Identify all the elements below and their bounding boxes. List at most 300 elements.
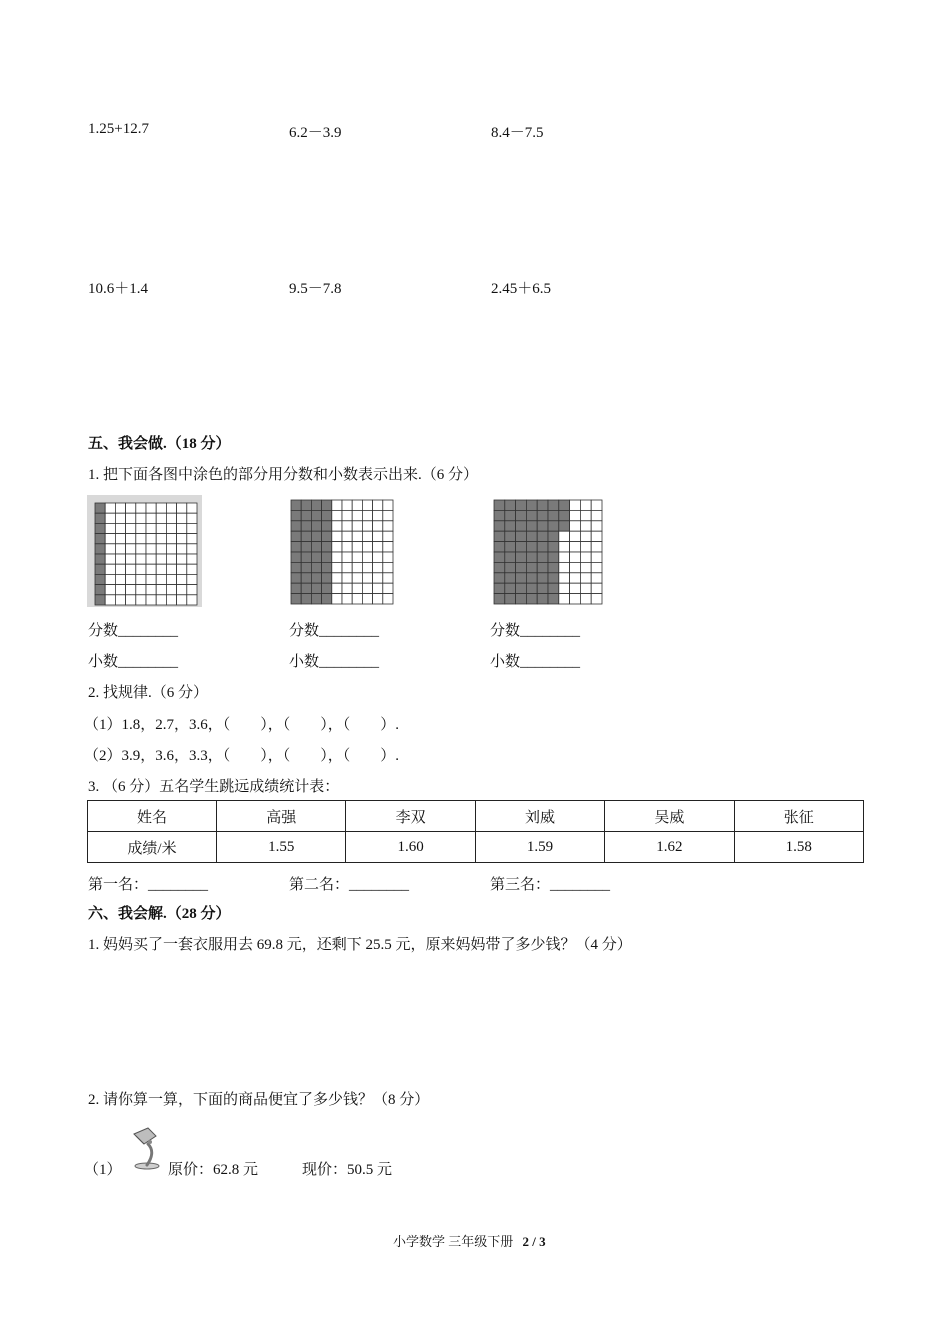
grid-cell [332,500,342,510]
grid-cell [362,542,372,552]
grid-cell [136,595,146,605]
decimal-blank-3: 小数________ [490,654,581,670]
grid-cell [187,564,197,574]
grid-cell [105,574,115,584]
grid-cell [383,583,393,593]
grid-cell-shaded [322,531,332,541]
section-5-q1: 1. 把下面各图中涂色的部分用分数和小数表示出来.（6 分） [88,467,479,483]
grid-cell-shaded [301,542,311,552]
grid-cell-shaded [505,521,516,531]
grid-cell [383,510,393,520]
grid-cell [126,564,136,574]
grid-cell [332,521,342,531]
table-cell: 张征 [734,801,863,832]
grid-cell-shaded [516,552,527,562]
grid-cell [146,534,156,544]
grid-cell [570,531,581,541]
table-cell: 姓名 [88,801,217,832]
grid-cell [570,583,581,593]
table-cell: 李双 [346,801,475,832]
grid-cell [105,513,115,523]
calc-2-3: 2.45＋6.5 [491,281,552,297]
grid-cell [126,534,136,544]
grid-cell [332,510,342,520]
grid-cell [177,585,187,595]
grid-cell [136,523,146,533]
grid-cell-shaded [548,562,559,572]
grid-cell-shaded [494,552,505,562]
grid-cell [373,521,383,531]
grid-cell-shaded [526,583,537,593]
grid-cell-shaded [291,500,301,510]
grid-cell [166,554,176,564]
grid-cell [352,521,362,531]
grid-cell-shaded [559,521,570,531]
grid-cell-shaded [516,500,527,510]
grid-cell-shaded [95,554,105,564]
grid-cell [136,544,146,554]
grid-cell-shaded [526,552,537,562]
grid-cell [352,594,362,604]
grid-cell [105,585,115,595]
grid-cell [115,523,125,533]
grid-cell-shaded [537,573,548,583]
calc-1-2: 6.2－3.9 [289,125,342,141]
grid-cell [187,554,197,564]
grid-cell [332,562,342,572]
grid-cell [362,573,372,583]
grid-cell-shaded [505,500,516,510]
grid-cell [115,544,125,554]
grid-cell-shaded [311,594,321,604]
section-6-q2: 2. 请你算一算，下面的商品便宜了多少钱？（8 分） [88,1092,430,1108]
grid-cell-shaded [494,521,505,531]
grid-cell-shaded [516,521,527,531]
grid-cell [156,574,166,584]
grid-cell [591,531,602,541]
section-6-title: 六、我会解.（28 分） [88,906,231,922]
table-cell: 高强 [217,801,346,832]
grid-cell-shaded [322,573,332,583]
grid-cell [570,594,581,604]
grid-cell [352,510,362,520]
rank-second: 第二名：________ [289,877,410,893]
grid-cell [136,513,146,523]
grid-cell-shaded [322,510,332,520]
grid-cell [136,534,146,544]
grid-cell-shaded [311,562,321,572]
footer-page-number: 2 / 3 [522,1234,546,1249]
grid-cell [342,510,352,520]
grid-cell-shaded [526,531,537,541]
table-cell: 刘威 [475,801,604,832]
grid-cell [580,583,591,593]
grid-cell-shaded [516,510,527,520]
grid-cell [177,513,187,523]
table-cell: 1.62 [605,832,734,863]
grid-cell-shaded [559,500,570,510]
grid-cell [373,562,383,572]
grid-cell [342,562,352,572]
grid-cell-shaded [494,583,505,593]
grid-cell-shaded [548,531,559,541]
grid-cell-shaded [505,542,516,552]
grid-cell [559,583,570,593]
grid-cell [156,513,166,523]
section-5-title: 五、我会做.（18 分） [88,436,231,452]
grid-cell [373,552,383,562]
grid-cell [115,534,125,544]
grid-cell [166,513,176,523]
grid-cell [559,562,570,572]
grid-cell [383,573,393,583]
grid-cell [126,513,136,523]
grid-cell [115,513,125,523]
grid-cell [362,510,372,520]
grid-cell [580,521,591,531]
grid-cell-shaded [301,510,311,520]
grid-cell-shaded [537,562,548,572]
table-cell: 1.55 [217,832,346,863]
grid-cell [352,573,362,583]
grid-cell [383,562,393,572]
grid-cell [570,542,581,552]
grid-cell [166,574,176,584]
grid-cell [115,564,125,574]
grid-cell [559,531,570,541]
fraction-blank-3: 分数________ [490,623,581,639]
item-1-number: （1） [84,1162,122,1178]
decimal-blank-2: 小数________ [289,654,380,670]
grid-cell-shaded [494,542,505,552]
grid-cell [156,564,166,574]
grid-cell [342,531,352,541]
grid-cell [352,562,362,572]
grid-cell-shaded [526,510,537,520]
grid-cell [156,503,166,513]
grid-cell-shaded [95,585,105,595]
grid-cell [105,503,115,513]
grid-cell-shaded [516,542,527,552]
pattern-2: （2）3.9，3.6，3.3，（ ），（ ），（ ）. [84,748,400,764]
grid-cell-shaded [322,521,332,531]
grid-cell-shaded [322,594,332,604]
grid-cell-shaded [95,574,105,584]
calc-1-3: 8.4－7.5 [491,125,544,141]
grid-cell [580,531,591,541]
grid-cell [580,552,591,562]
grid-cell-shaded [322,562,332,572]
grid-cell [156,595,166,605]
grid-cell-shaded [505,562,516,572]
grid-cell [177,523,187,533]
grid-cell [591,552,602,562]
grid-cell [177,534,187,544]
grid-cell-shaded [301,552,311,562]
grid-cell [126,595,136,605]
grid-cell-shaded [537,510,548,520]
grid-cell-shaded [548,500,559,510]
grid-cell [166,503,176,513]
item-1-current-price: 现价：50.5 元 [302,1162,393,1178]
grid-cell-shaded [95,503,105,513]
grid-cell-shaded [494,500,505,510]
fraction-blank-1: 分数________ [88,623,179,639]
grid-cell-shaded [537,594,548,604]
grid-cell-shaded [505,594,516,604]
grid-cell [187,534,197,544]
table-cell: 1.59 [475,832,604,863]
grid-cell [187,523,197,533]
grid-cell [105,523,115,533]
grid-cell [146,595,156,605]
desk-lamp-icon [130,1124,164,1170]
grid-cell-shaded [301,562,311,572]
grid-figure-1 [87,495,202,607]
grid-cell-shaded [291,510,301,520]
calc-1-1: 1.25+12.7 [88,121,149,137]
grid-cell [591,542,602,552]
grid-cell [383,500,393,510]
grid-cell-shaded [322,552,332,562]
grid-cell [342,583,352,593]
grid-cell [580,562,591,572]
grid-cell [136,503,146,513]
grid-cell-shaded [537,583,548,593]
grid-cell-shaded [505,552,516,562]
grid-cell-shaded [548,573,559,583]
grid-cell-shaded [537,521,548,531]
grid-cell-shaded [301,573,311,583]
grid-cell [591,594,602,604]
grid-cell [156,544,166,554]
grid-cell [177,503,187,513]
grid-cell-shaded [516,583,527,593]
grid-cell [332,583,342,593]
grid-cell [342,594,352,604]
grid-cell [105,564,115,574]
section-5-q2: 2. 找规律.（6 分） [88,685,209,701]
grid-cell [187,585,197,595]
grid-cell [105,595,115,605]
grid-cell-shaded [537,500,548,510]
grid-cell-shaded [526,521,537,531]
grid-cell-shaded [322,500,332,510]
grid-cell [383,531,393,541]
grid-cell [342,573,352,583]
grid-cell [146,513,156,523]
grid-cell [352,583,362,593]
grid-cell [115,574,125,584]
grid-cell [580,510,591,520]
grid-cell [136,564,146,574]
grid-cell [559,594,570,604]
grid-cell-shaded [505,510,516,520]
grid-cell [580,500,591,510]
page-footer [393,1231,546,1250]
grid-cell-shaded [537,531,548,541]
grid-cell-shaded [95,564,105,574]
grid-cell-shaded [291,531,301,541]
pattern-1: （1）1.8，2.7，3.6，（ ），（ ），（ ）. [84,717,400,733]
grid-cell-shaded [494,594,505,604]
grid-cell-shaded [311,531,321,541]
grid-cell [332,594,342,604]
grid-cell [177,544,187,554]
grid-cell-shaded [291,552,301,562]
grid-cell [570,521,581,531]
grid-cell [177,595,187,605]
grid-cell [187,574,197,584]
grid-cell [591,583,602,593]
grid-cell-shaded [311,542,321,552]
grid-cell [187,513,197,523]
grid-cell [580,542,591,552]
grid-cell-shaded [494,531,505,541]
calc-2-1: 10.6＋1.4 [88,281,149,297]
rank-first: 第一名：________ [88,877,209,893]
grid-cell [166,595,176,605]
grid-cell-shaded [291,594,301,604]
grid-cell-shaded [526,500,537,510]
grid-cell-shaded [311,521,321,531]
section-5-q3: 3. （6 分）五名学生跳远成绩统计表： [88,779,340,795]
grid-cell [352,542,362,552]
grid-cell-shaded [548,521,559,531]
grid-cell-shaded [516,531,527,541]
grid-cell [559,552,570,562]
grid-cell-shaded [548,552,559,562]
grid-cell [187,503,197,513]
grid-cell-shaded [95,595,105,605]
grid-cell [126,554,136,564]
grid-cell-shaded [537,552,548,562]
grid-cell [156,585,166,595]
grid-cell [156,554,166,564]
grid-cell [383,552,393,562]
grid-cell [591,562,602,572]
grid-cell-shaded [311,500,321,510]
grid-cell [373,573,383,583]
grid-cell [383,594,393,604]
grid-cell [177,554,187,564]
grid-cell [126,585,136,595]
grid-cell [105,544,115,554]
table-cell: 1.60 [346,832,475,863]
grid-cell [570,500,581,510]
grid-cell [177,564,187,574]
grid-cell-shaded [322,542,332,552]
grid-cell [559,542,570,552]
grid-cell [373,594,383,604]
grid-cell [570,552,581,562]
grid-cell-shaded [322,583,332,593]
grid-cell [373,500,383,510]
grid-cell [146,564,156,574]
grid-cell [105,554,115,564]
grid-cell-shaded [526,562,537,572]
grid-cell-shaded [301,500,311,510]
grid-cell-shaded [516,562,527,572]
grid-cell-shaded [526,542,537,552]
grid-cell [136,574,146,584]
grid-cell [146,585,156,595]
grid-figure-2 [289,498,395,606]
grid-cell [342,500,352,510]
grid-cell [187,544,197,554]
grid-cell-shaded [548,583,559,593]
grid-cell-shaded [291,542,301,552]
grid-cell-shaded [516,594,527,604]
grid-cell-shaded [291,562,301,572]
grid-cell [362,521,372,531]
grid-cell [115,503,125,513]
grid-cell-shaded [311,552,321,562]
grid-cell [105,534,115,544]
grid-cell [332,552,342,562]
grid-cell [591,500,602,510]
grid-cell [126,523,136,533]
grid-cell-shaded [505,531,516,541]
grid-cell [362,552,372,562]
table-cell: 1.58 [734,832,863,863]
grid-cell-shaded [291,521,301,531]
grid-cell [177,574,187,584]
grid-cell [146,503,156,513]
grid-cell [570,562,581,572]
grid-cell [352,531,362,541]
grid-cell-shaded [526,594,537,604]
grid-cell [342,552,352,562]
grid-cell [570,573,581,583]
grid-cell [352,500,362,510]
grid-cell [383,521,393,531]
grid-cell-shaded [311,583,321,593]
grid-cell [373,531,383,541]
grid-cell [332,542,342,552]
item-1-original-price: 原价：62.8 元 [168,1162,259,1178]
grid-cell-shaded [505,573,516,583]
grid-cell [362,531,372,541]
decimal-blank-1: 小数________ [88,654,179,670]
grid-cell [362,583,372,593]
grid-cell [156,523,166,533]
grid-cell [146,554,156,564]
grid-cell-shaded [95,513,105,523]
grid-cell [136,585,146,595]
grid-cell [580,594,591,604]
grid-cell [187,595,197,605]
grid-cell [373,542,383,552]
grid-cell-shaded [291,583,301,593]
grid-cell-shaded [301,583,311,593]
grid-cell [362,500,372,510]
grid-cell-shaded [548,542,559,552]
grid-cell-shaded [95,544,105,554]
grid-cell-shaded [494,510,505,520]
grid-cell-shaded [505,583,516,593]
grid-cell-shaded [301,531,311,541]
grid-cell-shaded [301,594,311,604]
grid-cell [136,554,146,564]
grid-cell [342,521,352,531]
grid-cell [126,503,136,513]
grid-figure-3 [492,498,604,606]
grid-cell-shaded [548,594,559,604]
calc-2-2: 9.5－7.8 [289,281,342,297]
grid-cell [115,554,125,564]
grid-cell [115,585,125,595]
